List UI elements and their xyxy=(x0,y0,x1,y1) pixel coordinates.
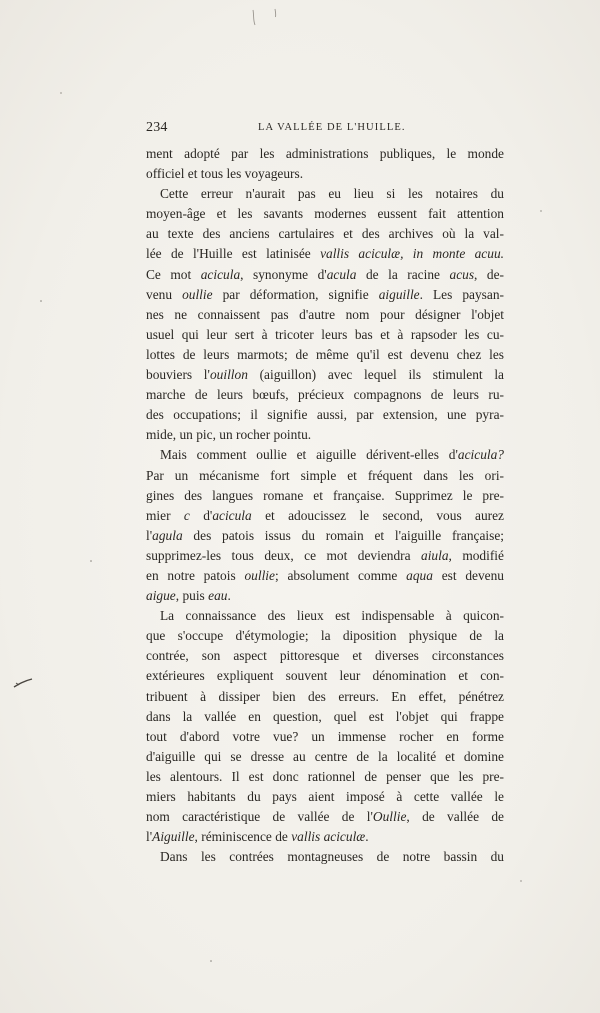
text-line: lottes de leurs marmots; de même qu'il est devenu chez les xyxy=(146,346,504,362)
paper-speck xyxy=(210,960,212,962)
text-line: Mais comment oullie et aiguille dérivent-elles d'acicula? xyxy=(160,447,504,463)
text-line: bouviers l'ouillon (aiguillon) avec lequel ils stimulent la xyxy=(146,367,504,383)
paragraph xyxy=(146,847,504,867)
stray-pen-mark-top xyxy=(245,6,285,28)
text-line: au texte des anciens cartulaires et des archives où la val- xyxy=(146,226,504,242)
text-line: extérieures expliquent souvent leur dénomination et con- xyxy=(146,668,504,684)
text-line: en notre patois oullie; absolument comme aqua est devenu xyxy=(146,567,504,583)
text-line: d'aiguille qui se dresse au centre de la localité et domine xyxy=(146,748,504,764)
text-line: tribuent à dissiper bien des erreurs. En effet, pénétrez xyxy=(146,688,504,704)
paper-speck xyxy=(520,880,522,882)
paragraph xyxy=(146,184,504,445)
text-line: l'agula des patois issus du romain et l'aiguille française; xyxy=(146,527,504,543)
text-line: aigue, puis eau. xyxy=(146,588,231,604)
text-line: mide, un pic, un rocher pointu. xyxy=(146,427,312,443)
text-line: moyen-âge et les savants modernes eussent fait attention xyxy=(146,206,504,222)
text-line: venu oullie par déformation, signifie aiguille. Les paysan- xyxy=(146,286,504,302)
text-line: que s'occupe d'étymologie; la diposition physique de la xyxy=(146,628,504,644)
paper-speck xyxy=(90,560,92,562)
text-line: lée de l'Huille est latinisée vallis aciculæ, in monte acuu. xyxy=(146,246,504,262)
text-line: mier c d'acicula et adoucissez le second, vous aurez xyxy=(146,507,504,523)
body-text xyxy=(146,144,504,867)
text-line: Ce mot acicula, synonyme d'acula de la racine acus, de- xyxy=(146,266,504,282)
stray-pen-mark-margin xyxy=(12,676,34,690)
text-line: La connaissance des lieux est indispensable à quicon- xyxy=(160,608,504,624)
text-line: usuel qui leur sert à tricoter leurs bas et à rapsoder les cu- xyxy=(146,326,504,342)
paragraph xyxy=(146,445,504,606)
text-line: Dans les contrées montagneuses de notre bassin du xyxy=(160,849,504,865)
text-line: nes ne connaissent pas d'autre nom pour désigner l'objet xyxy=(146,306,504,322)
text-line: les alentours. Il est donc rationnel de penser que les pre- xyxy=(146,768,504,784)
text-line: l'Aiguille, réminiscence de vallis aciculæ. xyxy=(146,829,369,845)
text-line: Cette erreur n'aurait pas eu lieu si les notaires du xyxy=(160,186,504,202)
paper-speck xyxy=(40,300,42,302)
text-line: Par un mécanisme fort simple et fréquent dans les ori- xyxy=(146,467,504,483)
running-head: LA VALLÉE DE L'HUILLE. xyxy=(258,122,406,133)
page-header xyxy=(146,120,504,138)
text-line: dans la vallée en question, quel est l'objet qui frappe xyxy=(146,708,504,724)
paragraph xyxy=(146,606,504,847)
text-line: miers habitants du pays aient imposé à cette vallée le xyxy=(146,789,504,804)
text-line: officiel et tous les voyageurs. xyxy=(146,166,304,182)
text-line: contrée, son aspect pittoresque et diverses circonstances xyxy=(146,648,504,664)
text-line: gines des langues romane et française. Supprimez le pre- xyxy=(146,487,504,503)
page-number: 234 xyxy=(146,120,168,135)
text-line: ment adopté par les administrations publiques, le monde xyxy=(146,146,504,161)
text-line: nom caractéristique de vallée de l'Oullie, de vallée de xyxy=(146,809,504,825)
text-line: tout d'abord votre vue? un immense rocher en forme xyxy=(146,728,504,744)
text-line: supprimez-les tous deux, ce mot deviendra aiula, modifié xyxy=(146,547,504,563)
text-line: des occupations; il signifie aussi, par extension, une pyra- xyxy=(146,407,504,423)
paragraph xyxy=(146,144,504,184)
paper-speck xyxy=(540,210,542,212)
text-line: marche de leurs bœufs, précieux compagnons de leurs ru- xyxy=(146,387,504,403)
paper-speck xyxy=(60,92,62,94)
